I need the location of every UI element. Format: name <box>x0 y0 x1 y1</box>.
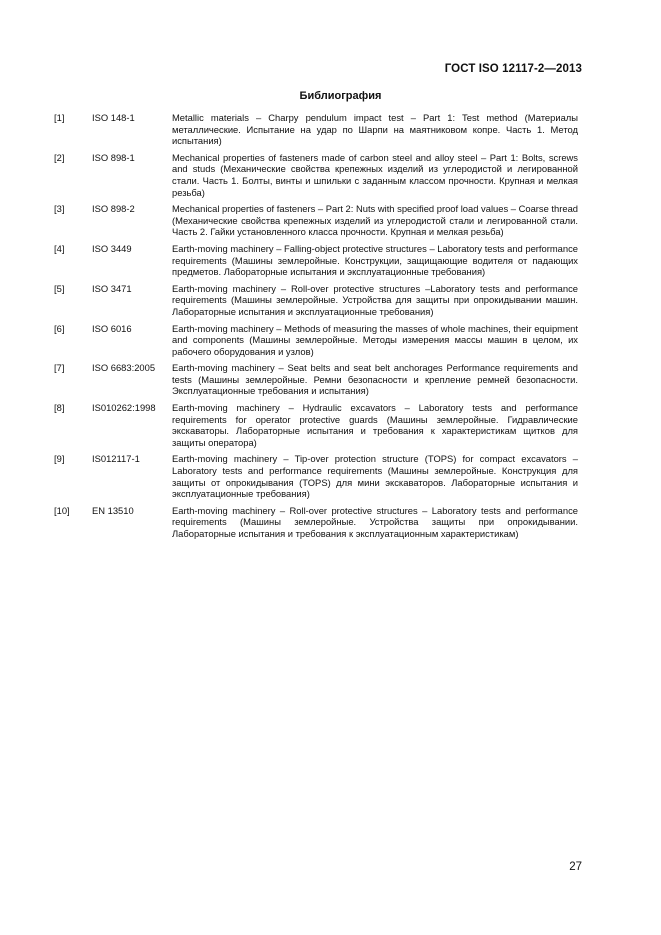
entry-title: Earth-moving machinery – Roll-over protective structures – Laboratory tests and performance requirements (Машины землеройные. Устройства защиты при опрокидывании. Лабораторные испытания и требования к эксплуатационным характеристикам) <box>172 504 578 539</box>
entry-number: [1] <box>54 112 65 123</box>
entry-title: Earth-moving machinery – Tip-over protection structure (TOPS) for compact excavators – Laboratory tests and performance requirements (Машины землеройные. Конструкция для защиты от опрокидывания (TOPS) для мини экскаваторов. Лабораторные испытания и эксплуатационные требования) <box>172 453 578 500</box>
entry-number: [8] <box>54 402 65 414</box>
entry-title: Earth-moving machinery – Falling-object protective structures – Laboratory tests and performance requirements (Машины землеройные. Конструкции, защищающие водителя от падающих предметов. Лабораторные испытания и эксплуатационные требования) <box>172 242 578 278</box>
entry-number: [3] <box>54 203 65 215</box>
entry-title: Earth-moving machinery – Roll-over protective structures –Laboratory tests and performance requirements (Машины землеройные. Устройства для защиты при опрокидывании машин. Лабораторные испытания и эксплуатационные требования) <box>172 282 578 317</box>
document-header: ГОСТ ISO 12117-2—2013 <box>444 63 582 75</box>
bibliography-list <box>54 112 578 545</box>
entry-standard-code: IS012117-1 <box>92 453 140 465</box>
entry-standard-code: IS010262:1998 <box>92 402 156 414</box>
entry-standard-code: ISO 6683:2005 <box>92 362 156 374</box>
entry-standard-code: ISO 3449 <box>92 242 132 254</box>
entry-standard-code: ISO 148-1 <box>92 112 135 123</box>
entry-title: Mechanical properties of fasteners – Part 2: Nuts with specified proof load values – Coarse thread (Механические свойства крепежных изделий из углеродистой стали и легированной стали. Часть 2. Гайки установленного класса прочности. Крупная и мелкая резьба) <box>172 203 578 238</box>
entry-standard-code: EN 13510 <box>92 504 134 516</box>
entry-number: [6] <box>54 322 65 334</box>
bibliography-entry-9 <box>54 453 578 499</box>
entry-title: Earth-moving machinery – Seat belts and seat belt anchorages Performance requirements and tests (Машины землеройные. Ремни безопасности и крепление ремней безопасности. Эксплуатационные требования и испытания) <box>172 362 578 397</box>
entry-title: Mechanical properties of fasteners made of carbon steel and alloy steel – Part 1: Bolts, screws and studs (Механические свойства крепежных изделий из углеродистой и легированной стали. Часть 1. Болты, винты и шпильки с заданным классом прочности. Крупная и мелкая резьба) <box>172 151 578 198</box>
bibliography-entry-8 <box>54 402 578 448</box>
section-title: Библиография <box>299 90 382 102</box>
entry-standard-code: ISO 6016 <box>92 322 132 334</box>
entry-number: [7] <box>54 362 65 374</box>
entry-title: Earth-moving machinery – Methods of measuring the masses of whole machines, their equipment and components (Машины землеройные. Методы измерения массы машин в целом, их рабочего оборудования и узлов) <box>172 322 578 357</box>
entry-title: Metallic materials – Charpy pendulum impact test – Part 1: Test method (Материалы металлические. Испытание на удар по Шарпи на маятниковом копре. Часть 1. Метод испытания) <box>172 112 578 147</box>
bibliography-entry-5 <box>54 283 578 318</box>
entry-number: [2] <box>54 151 65 163</box>
bibliography-entry-6 <box>54 323 578 358</box>
bibliography-entry-1 <box>54 112 578 147</box>
page-number: 27 <box>569 861 582 873</box>
bibliography-entry-10 <box>54 505 578 540</box>
bibliography-entry-4 <box>54 243 578 278</box>
entry-standard-code: ISO 898-2 <box>92 203 135 215</box>
entry-number: [5] <box>54 282 65 294</box>
bibliography-entry-2 <box>54 152 578 198</box>
entry-number: [10] <box>54 504 70 516</box>
entry-number: [9] <box>54 453 65 465</box>
entry-title: Earth-moving machinery – Hydraulic excavators – Laboratory tests and performance requirements for operator protective guards (Машины землеройные. Гидравлические экскаваторы. Лабораторные испытания и требования к характеристикам щитков для защиты оператора) <box>172 402 578 448</box>
entry-number: [4] <box>54 242 65 254</box>
bibliography-entry-3 <box>54 203 578 238</box>
bibliography-entry-7 <box>54 362 578 397</box>
entry-standard-code: ISO 3471 <box>92 282 132 294</box>
entry-standard-code: ISO 898-1 <box>92 151 135 163</box>
